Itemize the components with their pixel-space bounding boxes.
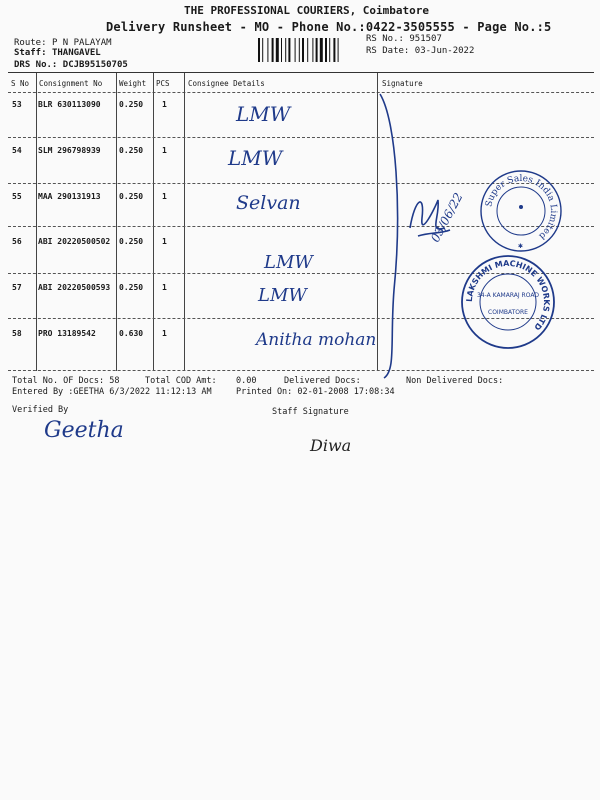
total-docs: Total No. OF Docs: 58 bbox=[12, 376, 120, 386]
rs-no-label: RS No.: bbox=[366, 34, 404, 44]
barcode-bar bbox=[285, 38, 286, 62]
barcode-bar bbox=[329, 38, 330, 62]
delivered-docs: Delivered Docs: bbox=[284, 376, 361, 386]
row-weight: 0.250 bbox=[119, 100, 144, 109]
rs-date-label: RS Date: bbox=[366, 46, 410, 56]
barcode-image bbox=[258, 38, 354, 62]
col-divider bbox=[184, 73, 185, 371]
row-consignee-handwritten: Anitha mohan bbox=[256, 330, 377, 350]
row-consignee-handwritten: LMW bbox=[264, 252, 313, 273]
barcode-bar bbox=[320, 38, 323, 62]
drs-label: DRS No.: bbox=[14, 60, 58, 70]
verified-by-label: Verified By bbox=[12, 405, 69, 415]
printed-on: Printed On: 02-01-2008 17:08:34 bbox=[236, 387, 395, 397]
route-value: P N PALAYAM bbox=[51, 38, 112, 48]
document-title: THE PROFESSIONAL COURIERS, Coimbatore bbox=[184, 4, 430, 17]
row-weight: 0.630 bbox=[119, 329, 144, 338]
stamp1-text: Super Sales India Limited bbox=[484, 173, 559, 241]
header-divider bbox=[8, 92, 594, 93]
row-weight: 0.250 bbox=[119, 146, 144, 155]
row-pcs: 1 bbox=[162, 329, 167, 338]
row-pcs: 1 bbox=[162, 192, 167, 201]
col-divider bbox=[36, 73, 37, 371]
staff-value: THANGAVEL bbox=[51, 48, 101, 58]
stamp2-text: LAKSHMI MACHINE WORKS LTD bbox=[464, 258, 552, 332]
staff-signature-label: Staff Signature bbox=[272, 407, 349, 417]
row-consignee-handwritten: LMW bbox=[258, 285, 307, 306]
col-divider bbox=[153, 73, 154, 371]
drs-line bbox=[14, 60, 128, 70]
verified-signature: Geetha bbox=[44, 418, 124, 443]
row-consignment: ABI 20220500502 bbox=[38, 237, 111, 246]
row-consignment: MAA 290131913 bbox=[38, 192, 101, 201]
barcode-bar bbox=[312, 38, 313, 62]
row-consignment: SLM 296798939 bbox=[38, 146, 101, 155]
row-pcs: 1 bbox=[162, 146, 167, 155]
col-sno: S No bbox=[11, 79, 30, 88]
row-consignment: BLR 630113090 bbox=[38, 100, 101, 109]
barcode-bar bbox=[276, 38, 279, 62]
row-weight: 0.250 bbox=[119, 237, 144, 246]
row-consignee-handwritten: Selvan bbox=[236, 192, 301, 214]
total-cod-value: 0.00 bbox=[236, 376, 257, 386]
col-consignee: Consignee Details bbox=[188, 79, 265, 88]
lmw-stamp bbox=[458, 252, 558, 352]
entered-by: Entered By :GEETHA 6/3/2022 11:12:13 AM bbox=[12, 387, 212, 397]
row-sno: 55 bbox=[12, 192, 22, 201]
stamp2-inner: 34-A KAMARAJ ROAD bbox=[476, 292, 540, 299]
row-sno: 58 bbox=[12, 329, 22, 338]
row-pcs: 1 bbox=[162, 283, 167, 292]
row-consignment: PRO 13189542 bbox=[38, 329, 96, 338]
row-pcs: 1 bbox=[162, 237, 167, 246]
total-cod-label: Total COD Amt: bbox=[145, 376, 217, 386]
staff-label: Staff: bbox=[14, 48, 47, 58]
barcode-bar bbox=[272, 38, 274, 62]
row-sno: 56 bbox=[12, 237, 22, 246]
staff-line bbox=[14, 48, 101, 58]
barcode-bar bbox=[316, 38, 318, 62]
row-weight: 0.250 bbox=[119, 283, 144, 292]
svg-text:✱: ✱ bbox=[518, 241, 523, 250]
rs-date-value: 03-Jun-2022 bbox=[414, 46, 475, 56]
barcode-bar bbox=[288, 38, 290, 62]
super-sales-stamp bbox=[478, 168, 564, 254]
document-subtitle: Delivery Runsheet - MO - Phone No.:0422-3505555 - Page No.:5 bbox=[106, 20, 552, 34]
route-label: Route: bbox=[14, 38, 47, 48]
barcode-bar bbox=[267, 38, 268, 62]
row-consignment: ABI 20220500593 bbox=[38, 283, 111, 292]
drs-value: DCJB95150705 bbox=[62, 60, 128, 70]
barcode-bar bbox=[299, 38, 300, 62]
stamp2-city: COIMBATORE bbox=[488, 309, 528, 316]
barcode-bar bbox=[281, 38, 282, 62]
col-weight: Weight bbox=[119, 79, 147, 88]
rs-no-value: 951507 bbox=[409, 34, 442, 44]
barcode-bar bbox=[262, 38, 263, 62]
barcode-bar bbox=[325, 38, 327, 62]
barcode-bar bbox=[295, 38, 296, 62]
col-pcs: PCS bbox=[156, 79, 170, 88]
row-divider bbox=[8, 370, 594, 371]
row-weight: 0.250 bbox=[119, 192, 144, 201]
rs-no-line bbox=[366, 34, 442, 44]
row-consignee-handwritten: LMW bbox=[228, 146, 283, 170]
col-signature: Signature bbox=[382, 79, 423, 88]
row-consignee-handwritten: LMW bbox=[236, 102, 291, 126]
row-sno: 53 bbox=[12, 100, 22, 109]
col-consignment: Consignment No bbox=[39, 79, 103, 88]
staff-signature: Diwa bbox=[310, 436, 352, 455]
barcode-bar bbox=[338, 38, 339, 62]
barcode-bar bbox=[307, 38, 308, 62]
col-divider bbox=[116, 73, 117, 371]
row-divider bbox=[8, 137, 594, 138]
barcode-bar bbox=[333, 38, 335, 62]
barcode-bar bbox=[302, 38, 304, 62]
route-line bbox=[14, 38, 112, 48]
barcode-bar bbox=[258, 38, 260, 62]
row-sno: 57 bbox=[12, 283, 22, 292]
non-delivered-docs: Non Delivered Docs: bbox=[406, 376, 504, 386]
table-top-border bbox=[8, 72, 594, 73]
handwritten-date: 03/06/22 bbox=[428, 190, 466, 245]
row-sno: 54 bbox=[12, 146, 22, 155]
rs-date-line bbox=[366, 46, 474, 56]
row-pcs: 1 bbox=[162, 100, 167, 109]
